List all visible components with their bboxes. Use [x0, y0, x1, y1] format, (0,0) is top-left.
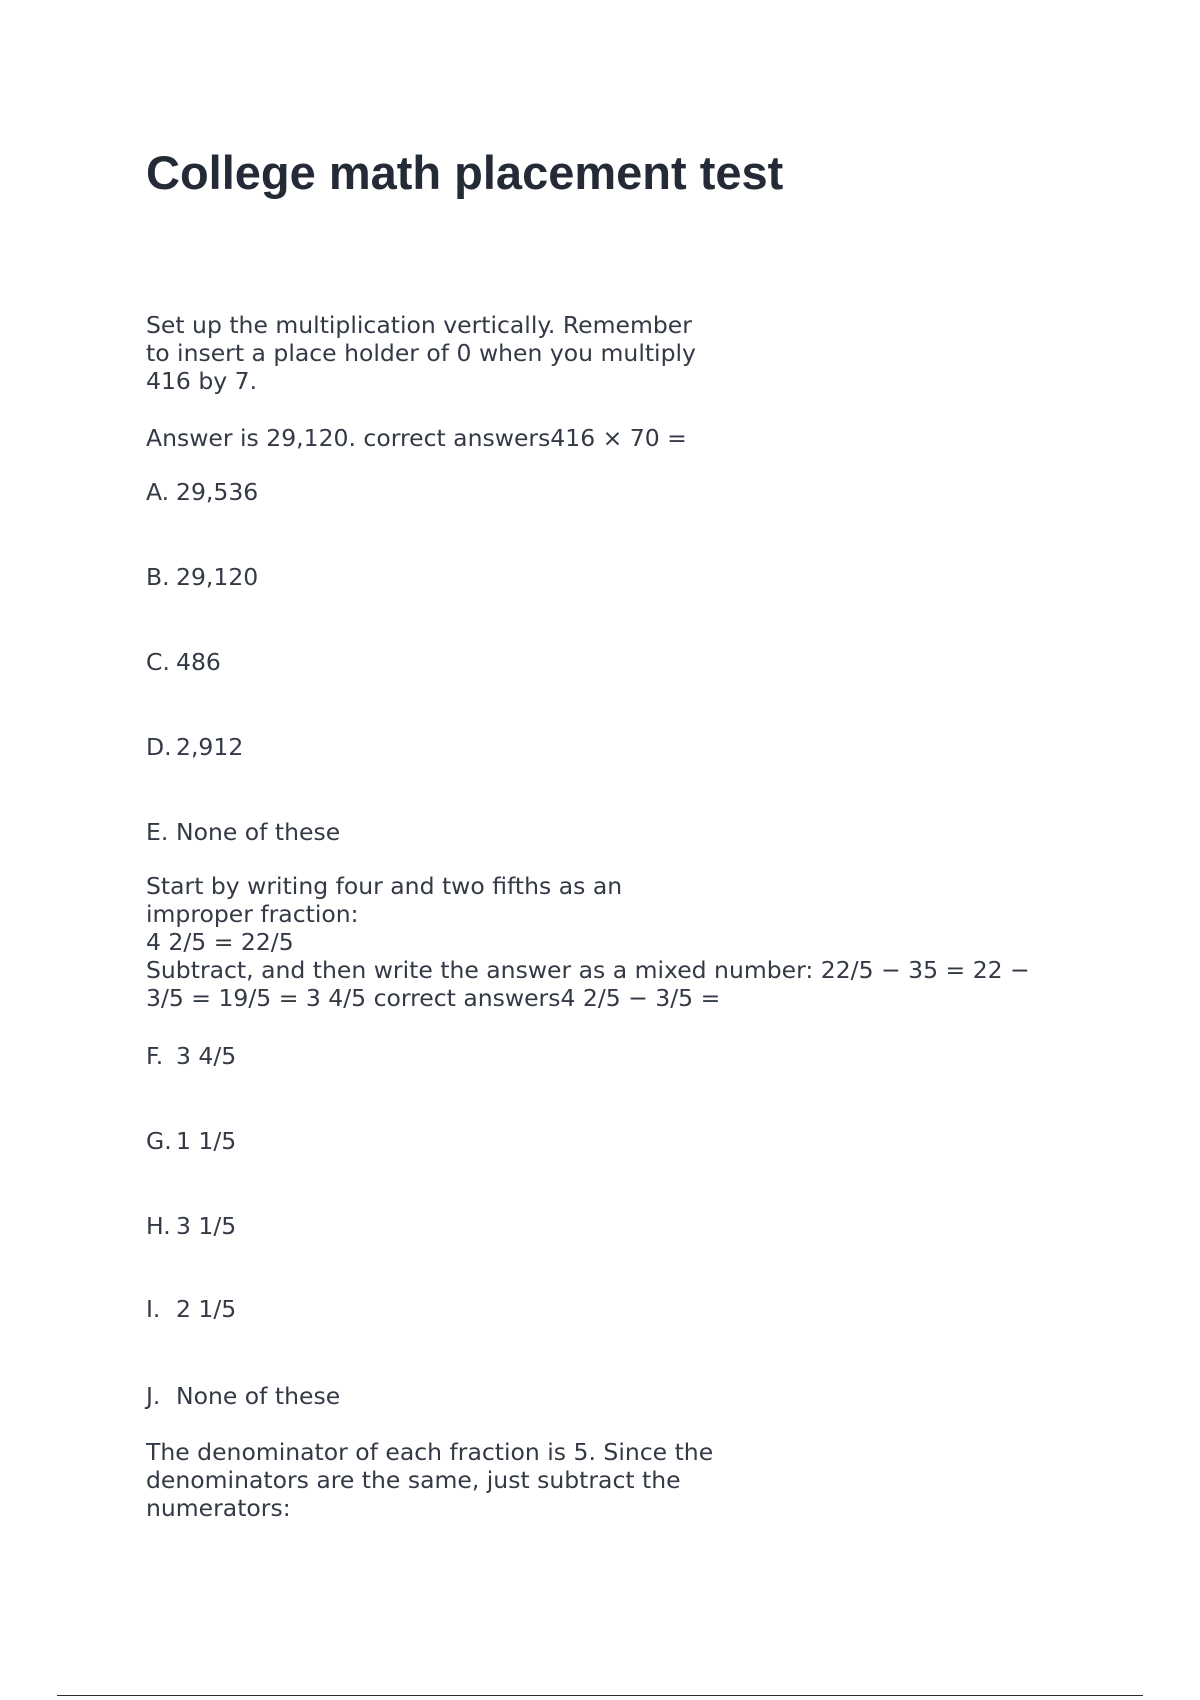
option-text: None of these — [176, 818, 341, 846]
option-letter: D. — [146, 733, 172, 761]
q1-prompt: Answer is 29,120. correct answers416 × 70 = — [146, 424, 687, 452]
q2-explanation-line: 3/5 = 19/5 = 3 4/5 correct answers4 2/5 − 3/5 = — [146, 984, 721, 1012]
q2-explanation-line: 4 2/5 = 22/5 — [146, 928, 294, 956]
q2-option-f[interactable] — [146, 1042, 236, 1070]
page-title: College math placement test — [146, 146, 784, 199]
option-letter: E. — [146, 818, 169, 846]
option-text: 1 1/5 — [176, 1127, 237, 1155]
option-text: 486 — [176, 648, 221, 676]
q1-option-e[interactable] — [146, 818, 340, 846]
q1-option-a[interactable] — [146, 478, 258, 506]
option-text: 29,536 — [176, 478, 259, 506]
q2-explanation — [146, 872, 1030, 1012]
q1-explanation — [146, 311, 696, 395]
q2-option-g[interactable] — [146, 1127, 236, 1155]
option-letter: I. — [146, 1295, 161, 1323]
page-bottom-divider — [57, 1695, 1143, 1696]
q1-explanation-line: Set up the multiplication vertically. Remember — [146, 311, 692, 339]
option-text: 2 1/5 — [176, 1295, 237, 1323]
q2-option-j[interactable] — [146, 1382, 340, 1410]
option-letter: J. — [146, 1382, 161, 1410]
option-letter: G. — [146, 1127, 172, 1155]
option-text: 3 4/5 — [176, 1042, 237, 1070]
option-text: 29,120 — [176, 563, 259, 591]
option-letter: C. — [146, 648, 170, 676]
q1-option-b[interactable] — [146, 563, 258, 591]
q2-explanation-line: Subtract, and then write the answer as a mixed number: 22/5 − 35 = 22 − — [146, 956, 1030, 984]
q3-explanation-line: numerators: — [146, 1494, 291, 1522]
option-letter: H. — [146, 1212, 171, 1240]
option-text: 3 1/5 — [176, 1212, 237, 1240]
q3-explanation — [146, 1438, 713, 1522]
option-letter: F. — [146, 1042, 164, 1070]
q1-explanation-line: to insert a place holder of 0 when you multiply — [146, 339, 696, 367]
q3-explanation-line: denominators are the same, just subtract the — [146, 1466, 681, 1494]
q2-option-h[interactable] — [146, 1212, 236, 1240]
option-letter: B. — [146, 563, 170, 591]
q2-explanation-line: Start by writing four and two fifths as an — [146, 872, 623, 900]
q1-option-c[interactable] — [146, 648, 221, 676]
q1-explanation-line: 416 by 7. — [146, 367, 258, 395]
option-letter: A. — [146, 478, 170, 506]
option-text: 2,912 — [176, 733, 244, 761]
q3-explanation-line: The denominator of each fraction is 5. Since the — [146, 1438, 714, 1466]
q2-explanation-line: improper fraction: — [146, 900, 359, 928]
option-text: None of these — [176, 1382, 341, 1410]
q2-option-i[interactable] — [146, 1295, 236, 1323]
q1-option-d[interactable] — [146, 733, 243, 761]
